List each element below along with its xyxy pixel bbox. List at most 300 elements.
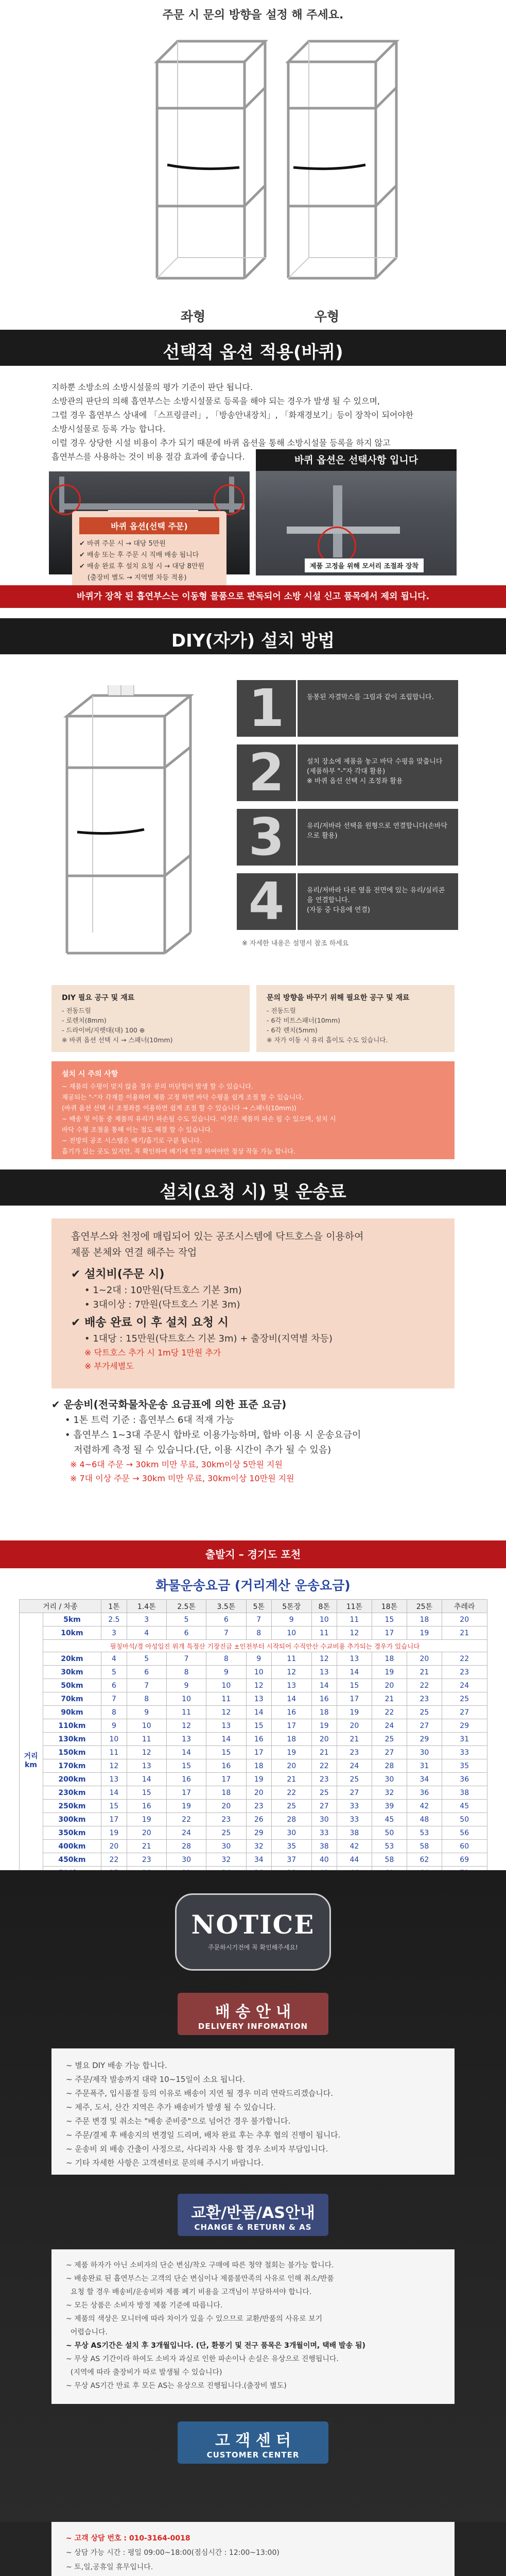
fee-value-cell: 19 — [271, 1746, 311, 1759]
fee-value-cell: 19 — [311, 1719, 337, 1733]
diy-tools-title: DIY 필요 공구 및 재료 — [62, 994, 135, 1002]
fee-value-cell: 10 — [127, 1719, 166, 1733]
fee-value-cell: 42 — [337, 1840, 372, 1853]
direction-tools-title: 문의 방향을 바꾸기 위해 필요한 공구 및 재료 — [267, 994, 410, 1002]
fee-value-cell: 12 — [337, 1626, 372, 1640]
fee-value-cell: 20 — [127, 1826, 166, 1840]
fee-value-cell: 12 — [166, 1719, 206, 1733]
diy-footnote: ※ 자세한 내용은 설명서 참조 하세요 — [242, 940, 349, 947]
fee-value-cell: 5 — [166, 1613, 206, 1626]
fee-row — [19, 1692, 487, 1706]
fee-value-cell: 13 — [166, 1733, 206, 1746]
wheel-para-line: 소방시설물로 등록 가능 합니다. — [51, 424, 166, 434]
install-note: ※ 닥트호스 추가 시 1m당 1만원 추가 — [84, 1348, 221, 1358]
fee-value-cell: 13 — [337, 1652, 372, 1666]
fee-value-cell: 11 — [271, 1652, 311, 1666]
fee-value-cell: 25 — [206, 1826, 246, 1840]
fee-value-cell: 29 — [442, 1719, 487, 1733]
fee-value-cell: 14 — [206, 1733, 246, 1746]
fee-value-cell: 16 — [127, 1800, 166, 1813]
delivery-subtitle: DELIVERY INFOMATION — [198, 2022, 308, 2031]
fee-value-cell: 28 — [166, 1840, 206, 1853]
fee-value-cell: 35 — [271, 1840, 311, 1853]
center-header — [178, 2421, 328, 2464]
fee-head-cell: 1톤 — [101, 1600, 127, 1613]
direction-tools-item: - 6각 렌치(5mm) — [267, 1026, 318, 1034]
fee-head-cell: 추레라 — [442, 1600, 487, 1613]
fee-value-cell: 38 — [442, 1786, 487, 1800]
step-number: 3 — [237, 809, 296, 866]
fee-distance-cell: 450km — [43, 1853, 101, 1867]
fee-value-cell: 25 — [442, 1692, 487, 1706]
fee-value-cell: 10 — [166, 1692, 206, 1706]
fee-value-cell: 15 — [246, 1719, 271, 1733]
center-item: ~ 토,일,공휴일 휴무입니다. — [66, 2563, 153, 2571]
fee-value-cell: 37 — [271, 1853, 311, 1867]
fee-value-cell: 20 — [442, 1613, 487, 1626]
diy-caution-item: ~ 전방의 공조 시스템은 배기/흡기로 구분 됩니다. — [62, 1137, 202, 1144]
fee-value-cell: 7 — [127, 1679, 166, 1692]
wheel-photo-right — [256, 449, 457, 575]
step-text: 동봉된 자결막스를 그림과 같이 조립합니다. — [298, 680, 458, 737]
fee-value-cell: 18 — [246, 1759, 271, 1773]
step-text: 유리/저바라 선택을 원형으로 연결합니다(손바닥으로 활용) — [298, 809, 458, 866]
center-subtitle: CUSTOMER CENTER — [206, 2450, 300, 2460]
fee-value-cell: 25 — [337, 1773, 372, 1786]
fee-value-cell: 27 — [337, 1786, 372, 1800]
fee-value-cell: 14 — [337, 1666, 372, 1679]
fee-value-cell: 30 — [311, 1813, 337, 1826]
diy-caution-item: 흡기가 있는 곳도 있지만, 꼭 확인하여 배기에 연결 하여야만 정상 작동 가능 합니다. — [62, 1147, 296, 1155]
fee-value-cell: 10 — [271, 1626, 311, 1640]
fee-value-cell: 8 — [166, 1666, 206, 1679]
fee-value-cell: 38 — [311, 1840, 337, 1853]
fee-value-cell: 13 — [127, 1759, 166, 1773]
diy-caution-item: ~ 제품의 수평이 맞지 않을 경우 문의 미닫힘이 발생 할 수 있습니다. — [62, 1082, 254, 1090]
fee-value-cell: 13 — [206, 1719, 246, 1733]
fee-value-cell: 18 — [407, 1613, 442, 1626]
fee-distance-cell: 200km — [43, 1773, 101, 1786]
fee-value-cell: 12 — [246, 1679, 271, 1692]
install-lead: 제품 본체와 연결 해주는 작업 — [71, 1247, 197, 1258]
fee-value-cell: 30 — [271, 1826, 311, 1840]
wheel-option-item: ✔ 바퀴 주문 시 → 대당 5만원 — [79, 540, 166, 548]
fee-section — [0, 1540, 506, 1870]
fee-value-cell: 11 — [337, 1613, 372, 1626]
fee-value-cell: 21 — [311, 1746, 337, 1759]
fee-value-cell: 6 — [166, 1626, 206, 1640]
fee-row — [19, 1773, 487, 1786]
exchange-item: ~ 모든 상품은 소비자 방정 제품 기준에 따릅니다. — [66, 2301, 223, 2310]
fee-value-cell: 30 — [166, 1853, 206, 1867]
fee-value-cell: 14 — [246, 1706, 271, 1719]
wheel-right-sub: 제품 고정을 위해 모서리 조절좌 장착 — [305, 558, 424, 572]
shipping-red-note: ※ 7대 이상 주문 → 30km 미만 무료, 30km이상 10만원 지원 — [70, 1473, 294, 1483]
fee-value-cell: 21 — [127, 1840, 166, 1853]
diy-step — [237, 873, 458, 938]
fee-value-cell: 9 — [101, 1719, 127, 1733]
diy-caution-item: ~ 배송 및 이동 중 제품의 유리가 파손될 수도 있습니다. 이것은 제품의 파손 될 수 있으며, 설치 시 — [62, 1115, 336, 1123]
fee-value-cell: 15 — [127, 1786, 166, 1800]
fee-value-cell: 31 — [407, 1759, 442, 1773]
fee-distance-cell: 90km — [43, 1706, 101, 1719]
fee-value-cell: 33 — [337, 1800, 372, 1813]
fee-value-cell: 22 — [442, 1652, 487, 1666]
fee-value-cell: 24 — [372, 1719, 407, 1733]
wheel-para-line: 그럴 경우 흡연부스 상내에 「스프링클러」, 「방송안내장치」, 「화재경보기」등이 장착이 되어야한 — [51, 410, 414, 420]
fee-value-cell: 7 — [166, 1652, 206, 1666]
fee-value-cell: 27 — [372, 1746, 407, 1759]
fee-value-cell: 11 — [166, 1706, 206, 1719]
fee-value-cell: 15 — [337, 1679, 372, 1692]
fee-value-cell: 14 — [101, 1786, 127, 1800]
fee-value-cell: 22 — [372, 1706, 407, 1719]
fee-value-cell: 14 — [127, 1773, 166, 1786]
diy-tools-box — [51, 985, 250, 1052]
fee-value-cell: 7 — [206, 1626, 246, 1640]
fee-value-cell: 44 — [337, 1853, 372, 1867]
fee-value-cell: 34 — [246, 1853, 271, 1867]
fee-value-cell: 45 — [442, 1800, 487, 1813]
fee-distance-cell: 5km — [43, 1613, 101, 1626]
fee-value-cell: 25 — [271, 1800, 311, 1813]
fee-distance-cell: 230km — [43, 1786, 101, 1800]
fee-head-cell: 18톤 — [372, 1600, 407, 1613]
fee-value-cell: 69 — [442, 1853, 487, 1867]
fee-row — [19, 1613, 487, 1626]
fee-notice-row — [19, 1640, 487, 1652]
fee-row — [19, 1746, 487, 1759]
fee-value-cell: 23 — [206, 1813, 246, 1826]
fee-distance-cell: 150km — [43, 1746, 101, 1759]
diy-caution-item: (바퀴 옵션 선택 시 조절좌를 이용하면 쉽게 조절 할 수 있습니다 → 스패너(10mm)) — [62, 1104, 297, 1112]
fee-value-cell: 22 — [407, 1679, 442, 1692]
fee-value-cell: 28 — [372, 1759, 407, 1773]
fee-value-cell: 3 — [127, 1613, 166, 1626]
fee-value-cell: 18 — [206, 1786, 246, 1800]
center-brand-section — [0, 2522, 506, 2576]
fee-value-cell: 22 — [311, 1759, 337, 1773]
delivery-header — [178, 1993, 328, 2035]
fee-value-cell: 3 — [101, 1626, 127, 1640]
install-item1-line: • 3대이상 : 7만원(닥트호스 기본 3m) — [84, 1299, 240, 1310]
shipping-line: • 1톤 트럭 기준 : 흡연부스 6대 적재 가능 — [65, 1415, 234, 1426]
fee-value-cell: 40 — [311, 1853, 337, 1867]
center-panel — [51, 2522, 455, 2576]
exchange-subtitle: CHANGE & RETURN & AS — [194, 2223, 312, 2232]
fee-value-cell: 32 — [246, 1840, 271, 1853]
fee-value-cell: 11 — [206, 1692, 246, 1706]
fee-value-cell: 25 — [311, 1786, 337, 1800]
fee-value-cell: 22 — [101, 1853, 127, 1867]
fee-value-cell: 12 — [101, 1759, 127, 1773]
delivery-item: ~ 주문폭주, 입시품절 등의 이유로 배송이 지연 될 경우 미리 연락드리겠습니다. — [66, 2089, 333, 2098]
fee-distance-label: 거리 km — [19, 1613, 43, 1907]
exchange-item: 어렵습니다. — [66, 2328, 108, 2336]
fee-value-cell: 30 — [372, 1773, 407, 1786]
fee-value-cell: 10 — [206, 1679, 246, 1692]
fee-row — [19, 1666, 487, 1679]
fee-value-cell: 56 — [442, 1826, 487, 1840]
install-item2-title: ✔ 배송 완료 이 후 설치 요청 시 — [71, 1316, 229, 1329]
fee-value-cell: 24 — [337, 1759, 372, 1773]
notice-badge-text: NOTICE — [191, 1909, 315, 1940]
exchange-item: ~ 제품 하자가 아닌 소비자의 단순 변심/착오 구매에 따른 청약 철회는 불가능 합니다. — [66, 2261, 334, 2269]
wheel-highlight-circle — [214, 484, 245, 515]
diy-caution-item: 바닥 수평 조절을 통해 이는 점도 해결 할 수 있습니다. — [62, 1126, 213, 1133]
delivery-item: ~ 주문 변경 및 취소는 "배송 준비중"으로 넘어간 경우 불가합니다. — [66, 2116, 291, 2126]
fee-value-cell: 23 — [407, 1692, 442, 1706]
fee-value-cell: 48 — [407, 1813, 442, 1826]
shipping-line: • 흡연부스 1~3대 주문시 합바로 이용가능하며, 합바 이용 시 운송요금이 — [65, 1430, 361, 1440]
fee-value-cell: 31 — [442, 1733, 487, 1746]
fee-value-cell: 18 — [311, 1706, 337, 1719]
fee-value-cell: 17 — [372, 1626, 407, 1640]
fee-value-cell: 11 — [311, 1626, 337, 1640]
fee-value-cell: 62 — [407, 1853, 442, 1867]
install-note: ※ 부가세별도 — [84, 1361, 134, 1371]
fee-value-cell: 5 — [101, 1666, 127, 1679]
fee-value-cell: 16 — [166, 1773, 206, 1786]
fee-value-cell: 6 — [127, 1666, 166, 1679]
fee-value-cell: 23 — [442, 1666, 487, 1679]
fee-value-cell: 19 — [166, 1800, 206, 1813]
fee-head-cell: 11톤 — [337, 1600, 372, 1613]
fee-value-cell: 21 — [407, 1666, 442, 1679]
shipping-title: ✔ 운송비(전국화물차운송 요금표에 의한 표준 요금) — [51, 1398, 287, 1411]
fee-value-cell: 17 — [246, 1746, 271, 1759]
fee-value-cell: 33 — [311, 1826, 337, 1840]
fee-distance-cell: 130km — [43, 1733, 101, 1746]
fee-row — [19, 1800, 487, 1813]
fee-value-cell: 13 — [101, 1773, 127, 1786]
delivery-item: ~ 주문/결제 후 배송지의 변경일 드리며, 배차 완료 후는 추후 협의 진행이 됩니다. — [66, 2130, 341, 2140]
fee-value-cell: 17 — [166, 1786, 206, 1800]
direction-tools-box — [256, 985, 455, 1052]
direction-title: 주문 시 문의 방향을 설정 해 주세요. — [162, 9, 344, 22]
fee-value-cell: 27 — [407, 1719, 442, 1733]
delivery-item: ~ 별요 DIY 배송 가능 합니다. — [66, 2061, 167, 2070]
wheel-highlight-circle — [50, 484, 81, 515]
fee-value-cell: 15 — [166, 1759, 206, 1773]
fee-value-cell: 21 — [271, 1773, 311, 1786]
wheel-para-line: 흡연부스를 사용하는 것이 비용 절감 효과에 좋습니다. — [51, 452, 245, 462]
left-booth-illustration — [0, 0, 506, 330]
fee-value-cell: 24 — [166, 1826, 206, 1840]
center-item: ~ 상담 가능 시간 : 평일 09:00~18:00(점심시간 : 12:00~13:00) — [66, 2549, 280, 2557]
fee-row — [19, 1826, 487, 1840]
fee-value-cell: 14 — [166, 1746, 206, 1759]
exchange-item: 요청 할 경우 배송비/운송비와 제품 폐기 비용을 고객님이 부담하셔야 합니다. — [66, 2288, 312, 2296]
fee-value-cell: 33 — [337, 1813, 372, 1826]
fee-row — [19, 1679, 487, 1692]
fee-value-cell: 11 — [101, 1746, 127, 1759]
fee-value-cell: 13 — [246, 1692, 271, 1706]
fee-value-cell: 23 — [127, 1853, 166, 1867]
install-section — [0, 1170, 506, 1540]
fee-value-cell: 15 — [372, 1613, 407, 1626]
fee-value-cell: 21 — [372, 1692, 407, 1706]
fee-value-cell: 10 — [246, 1666, 271, 1679]
diy-section — [0, 618, 506, 1155]
fee-value-cell: 9 — [206, 1666, 246, 1679]
exchange-item: ~ 배송완료 된 흡연부스는 고객의 단순 변심이나 제품불만족의 사유로 인해 취소/반품 — [66, 2275, 334, 2283]
fee-head-cell: 5톤 — [246, 1600, 271, 1613]
fee-value-cell: 10 — [101, 1733, 127, 1746]
exchange-header — [178, 2194, 328, 2236]
notice-badge-sub: 주문하시기전에 꼭 확인해주세요! — [208, 1944, 298, 1951]
fee-value-cell: 58 — [407, 1840, 442, 1853]
fee-value-cell: 36 — [407, 1786, 442, 1800]
fee-value-cell: 20 — [372, 1679, 407, 1692]
fee-value-cell: 21 — [442, 1626, 487, 1640]
fee-value-cell: 24 — [442, 1679, 487, 1692]
fee-value-cell: 45 — [372, 1813, 407, 1826]
step-number: 4 — [237, 873, 296, 930]
fee-value-cell: 32 — [206, 1853, 246, 1867]
fee-value-cell: 25 — [372, 1733, 407, 1746]
diy-tools-item: - 전동드릴 — [62, 1007, 91, 1014]
fee-value-cell: 5 — [127, 1652, 166, 1666]
fee-value-cell: 6 — [206, 1613, 246, 1626]
fee-row — [19, 1733, 487, 1746]
diy-tools-item: ※ 바퀴 옵션 선택 시 → 스패너(10mm) — [62, 1036, 173, 1044]
exchange-item: ~ 제품의 색상은 모니터에 따라 차이가 있을 수 있으므로 교환/반품의 사유로 보기 — [66, 2315, 323, 2323]
fee-value-cell: 50 — [372, 1826, 407, 1840]
fee-row — [19, 1786, 487, 1800]
diy-step — [237, 680, 458, 744]
fee-value-cell: 12 — [206, 1706, 246, 1719]
fee-value-cell: 22 — [271, 1786, 311, 1800]
step-text: 설치 장소에 제품을 놓고 바닥 수평을 맞춥니다(제품하부 "-"자 각대 활용) ※ 바퀴 옵션 선택 시 조정좌 활용 — [298, 744, 458, 801]
fee-value-cell: 58 — [372, 1853, 407, 1867]
step-text: 유리/저바라 다른 옆을 전면에 있는 유리/실리콘을 연결합니다. (자동 중 다음에 연결) — [298, 873, 458, 930]
install-lead: 흡연부스와 천정에 매립되어 있는 공조시스템에 닥트호스을 이용하여 — [71, 1231, 364, 1242]
fee-head-cell: 2.5톤 — [166, 1600, 206, 1613]
fee-value-cell: 23 — [246, 1800, 271, 1813]
fee-value-cell: 12 — [311, 1652, 337, 1666]
fee-value-cell: 18 — [372, 1652, 407, 1666]
fee-head-cell: 5톤장 — [271, 1600, 311, 1613]
fee-value-cell: 50 — [442, 1813, 487, 1826]
fee-distance-cell: 350km — [43, 1826, 101, 1840]
fee-value-cell: 14 — [311, 1679, 337, 1692]
direction-tools-item: ※ 자가 이동 시 유리 흡이도 수도 있습니다. — [267, 1036, 388, 1044]
center-item — [66, 2574, 440, 2576]
fee-value-cell: 29 — [407, 1733, 442, 1746]
diy-tools-item: - 드라이버/지렛대(대) 100 ⊕ — [62, 1026, 145, 1034]
fee-distance-cell: 30km — [43, 1666, 101, 1679]
delivery-title: 배 송 안 내 — [215, 2003, 291, 2021]
fee-value-cell: 8 — [101, 1706, 127, 1719]
fee-value-cell: 28 — [271, 1813, 311, 1826]
door-direction-section — [0, 0, 506, 330]
fee-value-cell: 33 — [442, 1746, 487, 1759]
fee-distance-cell: 70km — [43, 1692, 101, 1706]
wheel-option-item: (출장비 별도 → 지역별 차등 적용) — [88, 574, 187, 582]
direction-tools-item: - 전동드릴 — [267, 1007, 296, 1014]
fee-value-cell: 19 — [372, 1666, 407, 1679]
notice-section — [0, 1870, 506, 2522]
fee-value-cell: 7 — [246, 1613, 271, 1626]
fee-head-cell: 3.5톤 — [206, 1600, 246, 1613]
fee-value-cell: 53 — [372, 1840, 407, 1853]
install-item1-title: ✔ 설치비(주문 시) — [71, 1268, 165, 1281]
fee-value-cell: 20 — [311, 1733, 337, 1746]
step-number: 1 — [237, 680, 296, 737]
fee-value-cell: 26 — [246, 1813, 271, 1826]
fee-value-cell: 9 — [271, 1613, 311, 1626]
fee-value-cell: 36 — [442, 1773, 487, 1786]
fee-row — [19, 1706, 487, 1719]
fee-value-cell: 20 — [206, 1800, 246, 1813]
wheel-option-item: ✔ 배송 완료 후 설치 요청 시 → 대당 8만원 — [79, 563, 205, 570]
install-item2-line: • 1대당 : 15만원(닥트호스 기본 3m) + 출장비(지역별 차등) — [84, 1333, 333, 1344]
fee-value-cell: 53 — [407, 1826, 442, 1840]
fee-row — [19, 1813, 487, 1826]
install-box — [51, 1218, 455, 1388]
fee-value-cell: 8 — [206, 1652, 246, 1666]
delivery-item: ~ 기타 자세한 사항은 고객센터로 문의해 주시기 바랍니다. — [66, 2158, 264, 2167]
fee-value-cell: 23 — [311, 1773, 337, 1786]
fee-row — [19, 1853, 487, 1867]
exchange-item: ~ 무상 AS기간 만료 후 모든 AS는 유상으로 진행됩니다.(출장비 별도) — [66, 2382, 287, 2390]
diy-caution-title: 설치 시 주의 사항 — [62, 1070, 118, 1078]
shipping-red-note: ※ 4~6대 주문 → 30km 미만 무료, 30km이상 5만원 지원 — [70, 1460, 283, 1469]
fee-value-cell: 27 — [311, 1800, 337, 1813]
wheel-option-title: 바퀴 옵션(선택 주문) — [79, 517, 219, 534]
fee-value-cell: 19 — [246, 1773, 271, 1786]
fee-value-cell: 25 — [407, 1706, 442, 1719]
fee-value-cell: 13 — [271, 1679, 311, 1692]
fee-value-cell: 30 — [407, 1746, 442, 1759]
right-direction-label: 우형 — [314, 309, 340, 324]
fee-distance-cell: 250km — [43, 1800, 101, 1813]
fee-distance-cell: 110km — [43, 1719, 101, 1733]
fee-value-cell: 8 — [127, 1692, 166, 1706]
fee-value-cell: 13 — [311, 1666, 337, 1679]
fee-value-cell: 17 — [206, 1773, 246, 1786]
wheel-option-section — [0, 330, 506, 608]
diy-heading: DIY(자가) 설치 방법 — [0, 618, 506, 654]
exchange-item-highlight: ~ 무상 AS기간은 설치 후 3개월입니다. (단, 환풍기 및 전구 품목은 3개월이며, 택배 발송 됨) — [66, 2342, 365, 2350]
shipping-block — [51, 1396, 463, 1485]
exchange-title: 교환/반품/AS안내 — [191, 2204, 315, 2222]
fee-value-cell: 19 — [337, 1706, 372, 1719]
delivery-item: ~ 운송비 외 배송 간출이 사정으로, 사다리차 사용 할 경우 소비자 부담입니다. — [66, 2144, 328, 2154]
fee-value-cell: 17 — [101, 1813, 127, 1826]
fee-distance-cell: 50km — [43, 1679, 101, 1692]
fee-value-cell: 18 — [271, 1733, 311, 1746]
exchange-item: ~ 무상 AS 기간이라 하여도 소비자 과실로 인한 파손이나 손실은 유상으로 진행됩니다. — [66, 2355, 339, 2363]
fee-head-cell: 25톤 — [407, 1600, 442, 1613]
wheel-right-caption: 바퀴 옵션은 선택사항 입니다 — [256, 449, 457, 471]
center-title: 고 객 센 터 — [215, 2432, 291, 2450]
fee-value-cell: 6 — [101, 1679, 127, 1692]
install-heading: 설치(요청 시) 및 운송료 — [0, 1170, 506, 1206]
step-number: 2 — [237, 744, 296, 801]
delivery-item: ~ 제주, 도서, 산간 지역은 추가 배송비가 발생 될 수 있습니다. — [66, 2103, 276, 2112]
diy-caution-item: 제공되는 "-"자 각재를 이용하여 제품 고정 하면 바닥 수평을 쉽게 조절 할 수 있습니다. — [62, 1093, 304, 1101]
diy-tools-item: - 로렌치(8mm) — [62, 1016, 107, 1024]
fee-title: 화물운송요금 (거리계산 운송요금) — [155, 1578, 351, 1593]
fee-value-cell: 16 — [246, 1733, 271, 1746]
fee-value-cell: 9 — [166, 1679, 206, 1692]
exchange-panel — [51, 2249, 455, 2404]
wheel-para-line: 소방관의 판단의 의해 흡연부스는 소방시설물로 등록을 해야 되는 경우가 발생 될 수 있으며, — [51, 396, 380, 406]
left-direction-label: 좌형 — [180, 309, 206, 324]
fee-value-cell: 17 — [271, 1719, 311, 1733]
